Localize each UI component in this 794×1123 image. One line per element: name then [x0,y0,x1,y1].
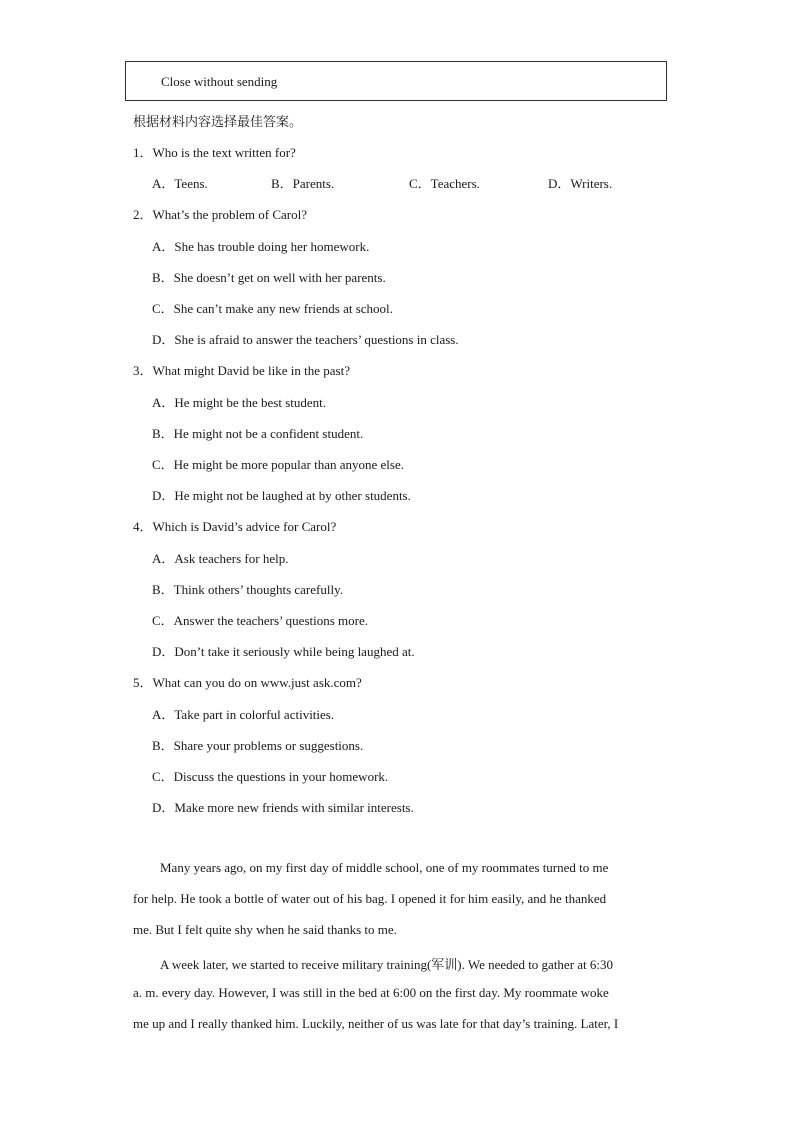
q4-option-a: A．Ask teachers for help. [152,551,289,566]
question-3: 3．What might David be like in the past? [133,363,350,378]
q4-option-c: C．Answer the teachers’ questions more. [152,613,369,628]
passage-p2-line-1: A week later, we started to receive military training(军训). We needed to gather at 6:30 [160,957,614,972]
passage-p1-line-1: Many years ago, on my first day of middle school, one of my roommates turned to me [160,860,609,875]
question-1: 1．Who is the text written for? [133,145,296,160]
close-without-sending-label: Close without sending [161,74,278,89]
q1-option-b: B．Parents. [271,176,335,191]
q5-option-b: B．Share your problems or suggestions. [152,738,364,753]
q1-option-c: C．Teachers. [409,176,480,191]
q5-option-c: C．Discuss the questions in your homework. [152,769,389,784]
q2-option-c: C．She can’t make any new friends at school. [152,301,393,316]
passage-p2-line-2: a. m. every day. However, I was still in the bed at 6:00 on the first day. My roommate woke [133,985,609,1000]
q2-option-a: A．She has trouble doing her homework. [152,239,370,254]
question-2: 2．What’s the problem of Carol? [133,207,308,222]
q2-option-b: B．She doesn’t get on well with her parents. [152,270,386,285]
question-5: 5．What can you do on www.just ask.com? [133,675,362,690]
q3-option-a: A．He might be the best student. [152,395,327,410]
passage-p1-line-3: me. But I felt quite shy when he said thanks to me. [133,922,397,937]
q4-option-b: B．Think others’ thoughts carefully. [152,582,343,597]
q2-option-d: D．She is afraid to answer the teachers’ questions in class. [152,332,459,347]
close-without-sending-box[interactable] [125,61,667,101]
passage-p2-line-3: me up and I really thanked him. Luckily, neither of us was late for that day’s training. Later, I [133,1016,619,1031]
q1-option-a: A．Teens. [152,176,208,191]
q3-option-d: D．He might not be laughed at by other students. [152,488,411,503]
q5-option-a: A．Take part in colorful activities. [152,707,335,722]
instruction: 根据材料内容选择最佳答案。 [133,114,303,129]
q3-option-c: C．He might be more popular than anyone else. [152,457,404,472]
passage-p1-line-2: for help. He took a bottle of water out of his bag. I opened it for him easily, and he thanked [133,891,607,906]
question-4: 4．Which is David’s advice for Carol? [133,519,337,534]
q3-option-b: B．He might not be a confident student. [152,426,364,441]
q1-option-d: D．Writers. [548,176,613,191]
q5-option-d: D．Make more new friends with similar interests. [152,800,414,815]
q4-option-d: D．Don’t take it seriously while being laughed at. [152,644,415,659]
